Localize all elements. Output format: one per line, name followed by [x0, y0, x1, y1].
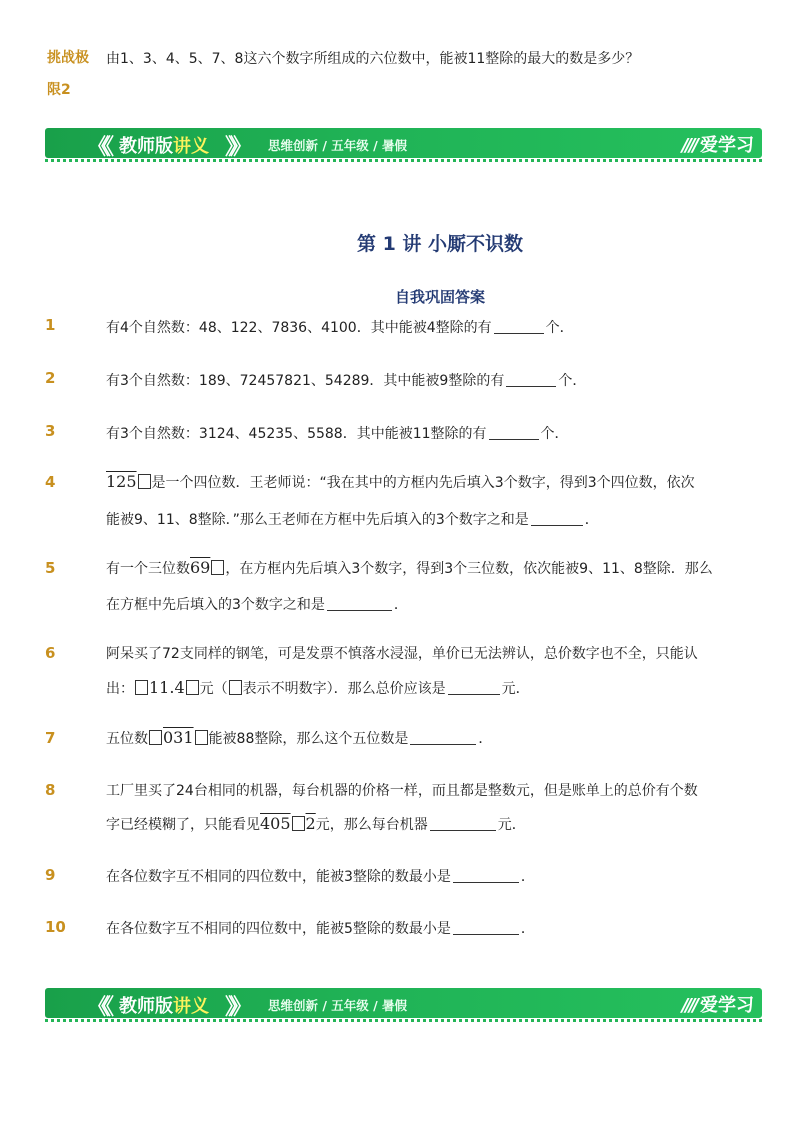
chevron-left-icon: 《《	[87, 135, 109, 160]
answer-blank[interactable]	[453, 868, 519, 883]
question-1: 有4个自然数：48、122、7836、4100．其中能被4整除的有 个．	[106, 320, 574, 336]
question-number: 9	[45, 866, 56, 884]
question-number: 2	[45, 369, 56, 387]
lecture-title: 第 1 讲 小厮不识数	[356, 233, 524, 255]
answer-blank[interactable]	[453, 920, 519, 935]
answer-blank[interactable]	[531, 511, 583, 526]
question-6-line-2: 出： 11.4 元（ 表示不明数字）．那么总价应该是 元．	[106, 678, 530, 697]
question-4-line-1: 125 是一个四位数．王老师说：“我在其中的方框内先后填入3个数字，得到3个四位数，依次	[106, 472, 695, 491]
question-number: 10	[45, 918, 66, 936]
question-number: 5	[45, 559, 56, 577]
answer-blank[interactable]	[494, 319, 544, 334]
banner-dotted-line	[45, 1019, 762, 1022]
question-number: 4	[45, 473, 56, 491]
blank-box-icon	[292, 816, 305, 831]
math-number: 405 2	[260, 814, 316, 833]
question-8-line-2: 字已经模糊了，只能看见405 2元，那么每台机器 元．	[106, 814, 526, 833]
banner-label: 教师版讲义	[119, 996, 209, 1017]
blank-box-icon	[195, 730, 208, 745]
question-number: 3	[45, 422, 56, 440]
question-4-line-2: 能被9、11、8整除．”那么王老师在方框中先后填入的3个数字之和是 ．	[106, 512, 599, 528]
question-number: 7	[45, 729, 56, 747]
answer-blank[interactable]	[489, 425, 539, 440]
challenge-question: 由1、3、4、5、7、8这六个数字所组成的六位数中，能被11整除的最大的数是多少？	[106, 51, 640, 67]
question-6-line-1: 阿呆买了72支同样的钢笔，可是发票不慎落水浸湿，单价已无法辨认，总价数字也不全，只能认	[106, 646, 698, 662]
answer-blank[interactable]	[506, 372, 556, 387]
blank-box-icon	[186, 680, 199, 695]
blank-box-icon	[149, 730, 162, 745]
math-number: 031	[148, 728, 209, 747]
banner-breadcrumb: 思维创新 / 五年级 / 暑假	[268, 998, 408, 1013]
chevron-right-icon: 》》	[225, 135, 247, 160]
question-number: 8	[45, 781, 56, 799]
blank-box-icon	[135, 680, 148, 695]
question-8-line-1: 工厂里买了24台相同的机器，每台机器的价格一样，而且都是整数元，但是账单上的总价有个数	[106, 783, 698, 799]
brand-logo-icon: ////	[681, 135, 696, 156]
challenge-tag-level: 限2	[47, 82, 71, 98]
math-number: 69	[190, 558, 225, 577]
header-banner	[45, 128, 762, 162]
answer-blank[interactable]	[410, 730, 476, 745]
challenge-tag: 挑战极	[47, 50, 89, 66]
section-title: 自我巩固答案	[394, 288, 485, 306]
footer-banner	[45, 988, 762, 1022]
answer-blank[interactable]	[327, 596, 392, 611]
banner-dotted-line	[45, 159, 762, 162]
brand-logo: //// 爱学习	[681, 135, 754, 156]
banner-breadcrumb: 思维创新 / 五年级 / 暑假	[268, 138, 408, 153]
answer-blank[interactable]	[448, 680, 500, 695]
question-3: 有3个自然数：3124、45235、5588．其中能被11整除的有 个．	[106, 426, 569, 442]
banner-label: 教师版讲义	[119, 136, 209, 157]
question-2: 有3个自然数：189、72457821、54289．其中能被9整除的有 个．	[106, 373, 587, 389]
question-number: 6	[45, 644, 56, 662]
brand-logo-icon: ////	[681, 995, 696, 1016]
question-number: 1	[45, 316, 56, 334]
blank-box-icon	[229, 680, 242, 695]
math-number: 125	[106, 472, 152, 491]
chevron-left-icon: 《《	[87, 995, 109, 1020]
question-9: 在各位数字互不相同的四位数中，能被3整除的数最小是 ．	[106, 869, 535, 885]
chevron-right-icon: 》》	[225, 995, 247, 1020]
question-10: 在各位数字互不相同的四位数中，能被5整除的数最小是 ．	[106, 921, 535, 937]
question-5-line-2: 在方框中先后填入的3个数字之和是 ．	[106, 597, 408, 613]
blank-box-icon	[211, 560, 224, 575]
blank-box-icon	[138, 474, 151, 489]
math-number: 11.4	[134, 678, 200, 697]
brand-logo: //// 爱学习	[681, 995, 754, 1016]
answer-blank[interactable]	[430, 816, 496, 831]
question-7: 五位数 031 能被88整除，那么这个五位数是 ．	[106, 728, 493, 747]
question-5-line-1: 有一个三位数69 ，在方框内先后填入3个数字，得到3个三位数，依次能被9、11、8整除．那么	[106, 558, 713, 577]
